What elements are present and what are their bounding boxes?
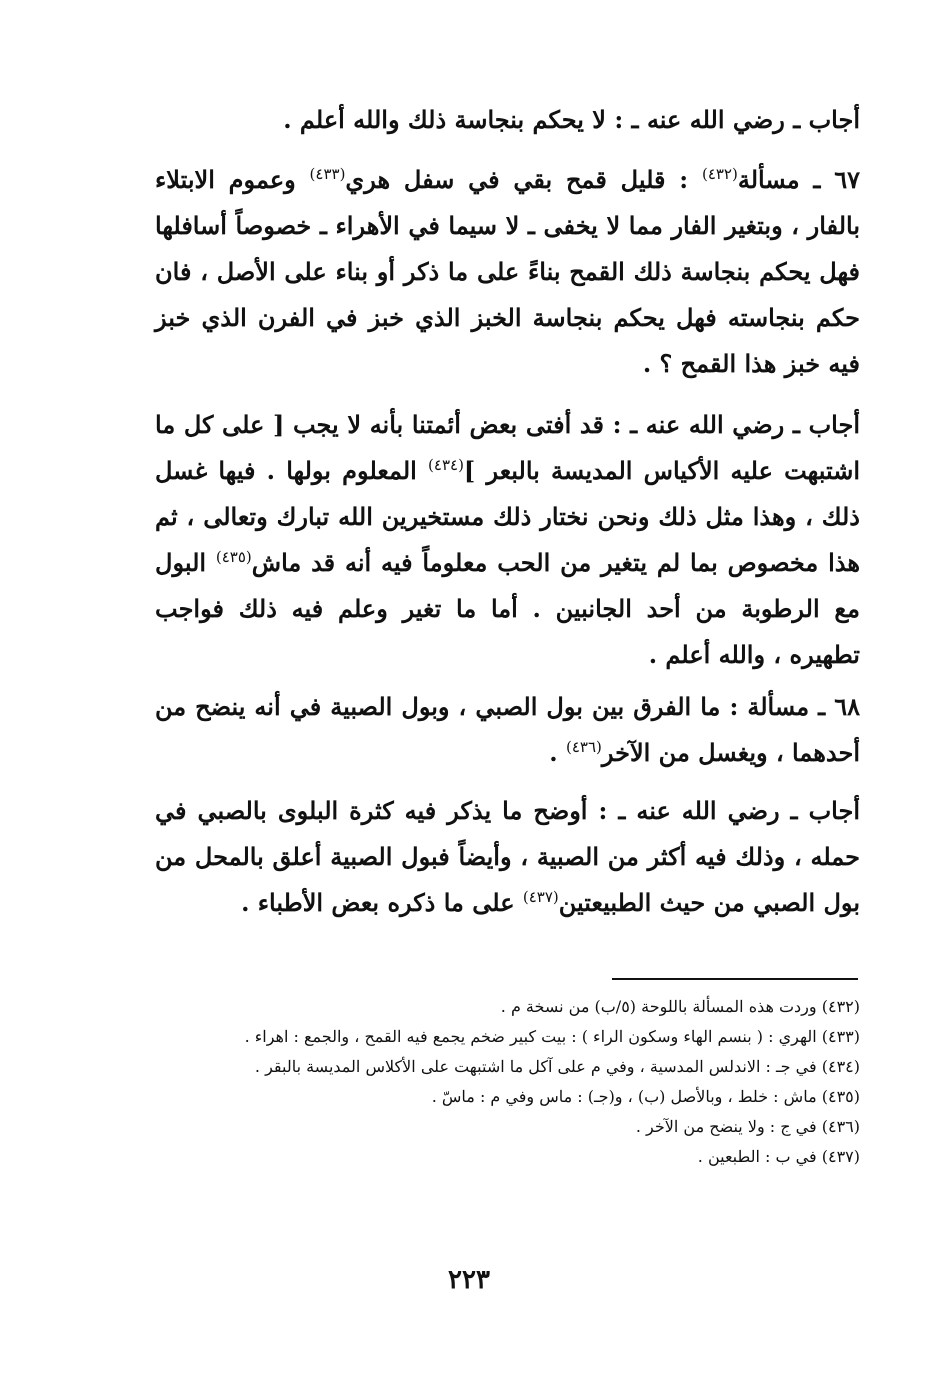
answer-68-text-part2: على ما ذكره بعض الأطباء . (241, 888, 523, 917)
answer-67-text-part2: المعلوم بولها . فيها غسل ذلك ، وهذا مثل ذلك ونحن نختار ذلك مستخيرين الله تبارك وتعالى ، ثم هذا مخصوص بما لم يتغير من الحب معلوماً فيه أنه قد ماش (155, 456, 860, 577)
footnote-ref-434[interactable]: (٤٣٤) (428, 456, 464, 474)
question-68-paragraph (155, 684, 860, 776)
footnotes-section (160, 994, 860, 1174)
answer-67-paragraph (155, 402, 860, 678)
footnote-434: (٤٣٤) في جـ : الاندلس المدسية ، وفي م على آكل ما اشتبهت على الأكلاس المديسة بالبقر . (254, 1057, 860, 1076)
question-67-paragraph (155, 157, 860, 387)
footnote-ref-432[interactable]: (٤٣٢) (701, 165, 738, 183)
question-68-text-part2: . (549, 738, 566, 767)
answer-68-paragraph (155, 788, 860, 926)
page-number: ٢٢٣ (448, 1265, 490, 1295)
question-67-number: ٦٧ ـ مسألة (737, 165, 861, 194)
question-67-text-part1: : قليل قمح بقي في سفل هري (345, 165, 702, 194)
footnote-437: (٤٣٧) في ب : الطبعين . (697, 1147, 860, 1166)
answer-68-text-part1: أجاب ـ رضي الله عنه ـ : أوضح ما يذكر فيه كثرة البلوى بالصبي في حمله ، وذلك فيه أكثر من الصبية ، وأيضاً فبول الصبية أعلق بالمحل من بول الصبي من حيث الطبيعتين (155, 796, 861, 917)
footnote-ref-435[interactable]: (٤٣٥) (215, 548, 252, 566)
answer-67-text-part1: أجاب ـ رضي الله عنه ـ : قد أفتى بعض أئمتنا بأنه لا يجب [ على كل ما اشتبهت عليه الأكياس المديسة بالبعر ] (155, 410, 860, 485)
footnote-435: (٤٣٥) ماش : خلط ، وبالأصل (ب) ، و(جـ) : ماس وفي م : ماسّ . (431, 1087, 860, 1106)
footnote-ref-433[interactable]: (٤٣٣) (309, 165, 346, 183)
answer-67-text-part3: البول مع الرطوبة من أحد الجانبين . أما ما تغير وعلم فيه ذلك فواجب تطهيره ، والله أعلم . (155, 548, 860, 669)
footnote-ref-436[interactable]: (٤٣٦) (566, 738, 602, 756)
footnote-432: (٤٣٢) وردت هذه المسألة باللوحة (٥/ب) من نسخة م . (500, 997, 860, 1016)
question-67-text-part2: وعموم الابتلاء بالفار ، وبتغير الفار مما لا يخفى ـ لا سيما في الأهراء ـ خصوصاً أسافلها فهل يحكم بنجاسة ذلك القمح بناءً على ما ذكر أو بناء على الأصل ، فان حكم بنجاسته فهل يحكم بنجاسة الخبز الذي خبز في الفرن الذي خبز فيه خبز هذا القمح ؟ . (155, 165, 860, 378)
footnote-ref-437[interactable]: (٤٣٧) (522, 888, 559, 906)
answer-paragraph-1: أجاب ـ رضي الله عنه ـ : لا يحكم بنجاسة ذلك والله أعلم . (283, 105, 860, 134)
footnote-436: (٤٣٦) في ج : ولا ينضح من الآخر . (635, 1117, 860, 1136)
footnote-433: (٤٣٣) الهري : ( بنسم الهاء وسكون الراء ) : بيت كبير ضخم يجمع فيه القمح ، والجمع : اهراء . (244, 1027, 860, 1046)
question-68-number: ٦٨ ـ مسألة (747, 692, 860, 721)
question-68-text-part1: : ما الفرق بين بول الصبي ، وبول الصبية في أنه ينضح من أحدهما ، ويغسل من الآخر (155, 692, 860, 767)
footnote-separator (612, 978, 858, 980)
